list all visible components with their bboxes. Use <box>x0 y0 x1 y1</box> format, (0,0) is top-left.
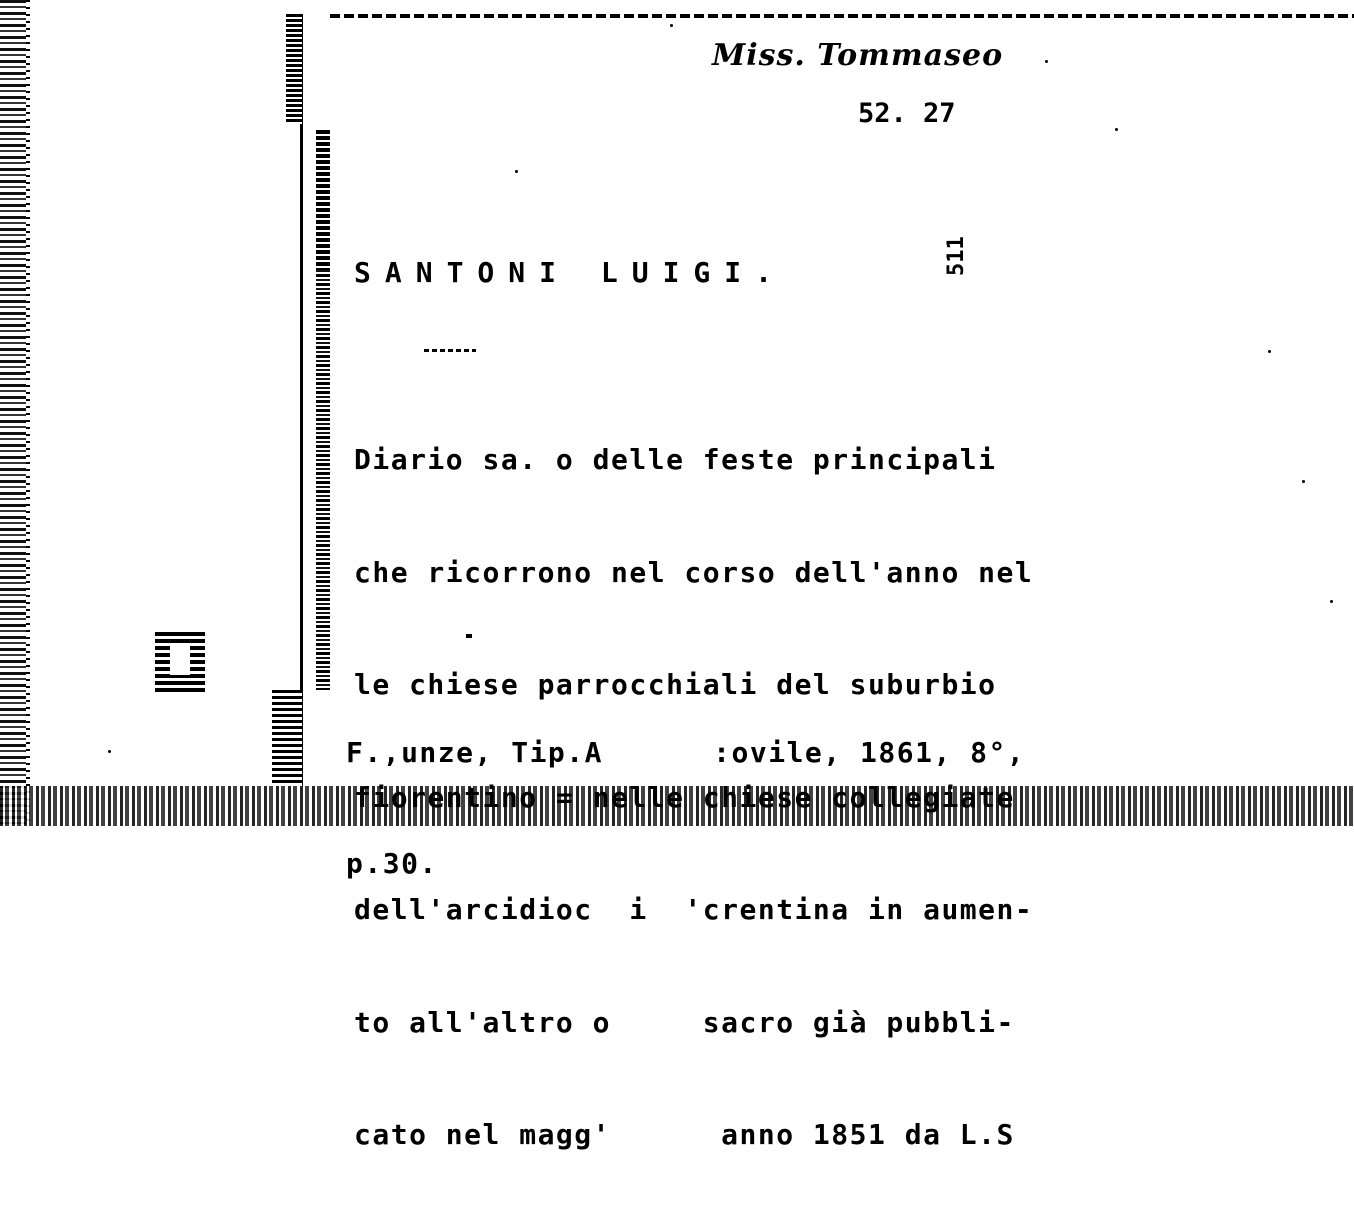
card-edge-strip <box>272 690 302 786</box>
title-line: dell'arcidioc i 'crentina in aumen- <box>354 893 1034 926</box>
card-edge-strip <box>316 270 330 690</box>
imprint-line: p.30. <box>346 847 438 880</box>
scan-edge-left <box>0 0 26 826</box>
imprint-block <box>346 660 1025 956</box>
speck <box>108 750 111 753</box>
side-number: 511 <box>944 236 969 276</box>
speck <box>1268 350 1271 353</box>
speck <box>670 24 673 27</box>
card-edge-strip <box>316 130 330 270</box>
speck <box>1330 600 1333 603</box>
scan-edge-left-inner <box>26 0 30 826</box>
title-line: che ricorrono nel corso dell'anno nel <box>354 555 1034 589</box>
scan-edge-top <box>330 14 1354 18</box>
title-line: fiorentino = nelle chiese collegiate <box>354 780 1015 814</box>
speck <box>1302 480 1305 483</box>
collection-handwritten-label: Miss. Tommaseo <box>712 38 1004 73</box>
speck <box>515 170 518 173</box>
card-left-border <box>300 14 303 786</box>
separator-dash <box>424 349 476 352</box>
card-edge-strip <box>286 14 302 124</box>
title-line: cato nel magg' anno 1851 da L.S <box>354 1118 1015 1151</box>
margin-mark-inner <box>170 645 190 675</box>
title-line: to all'altro o sacro già pubbli- <box>354 1005 1015 1039</box>
speck <box>1115 128 1118 131</box>
speck <box>1045 60 1048 63</box>
shelfmark: 52. 27 <box>858 98 956 129</box>
imprint-line: F.,unze, Tip.A :ovile, 1861, 8°, <box>346 736 1026 769</box>
author-heading: SANTONI LUIGI. <box>354 256 787 289</box>
title-line: le chiese parrocchiali del suburbio <box>354 668 997 701</box>
title-line: Diario sa. o delle feste principali <box>354 443 997 476</box>
small-mark <box>466 634 472 638</box>
